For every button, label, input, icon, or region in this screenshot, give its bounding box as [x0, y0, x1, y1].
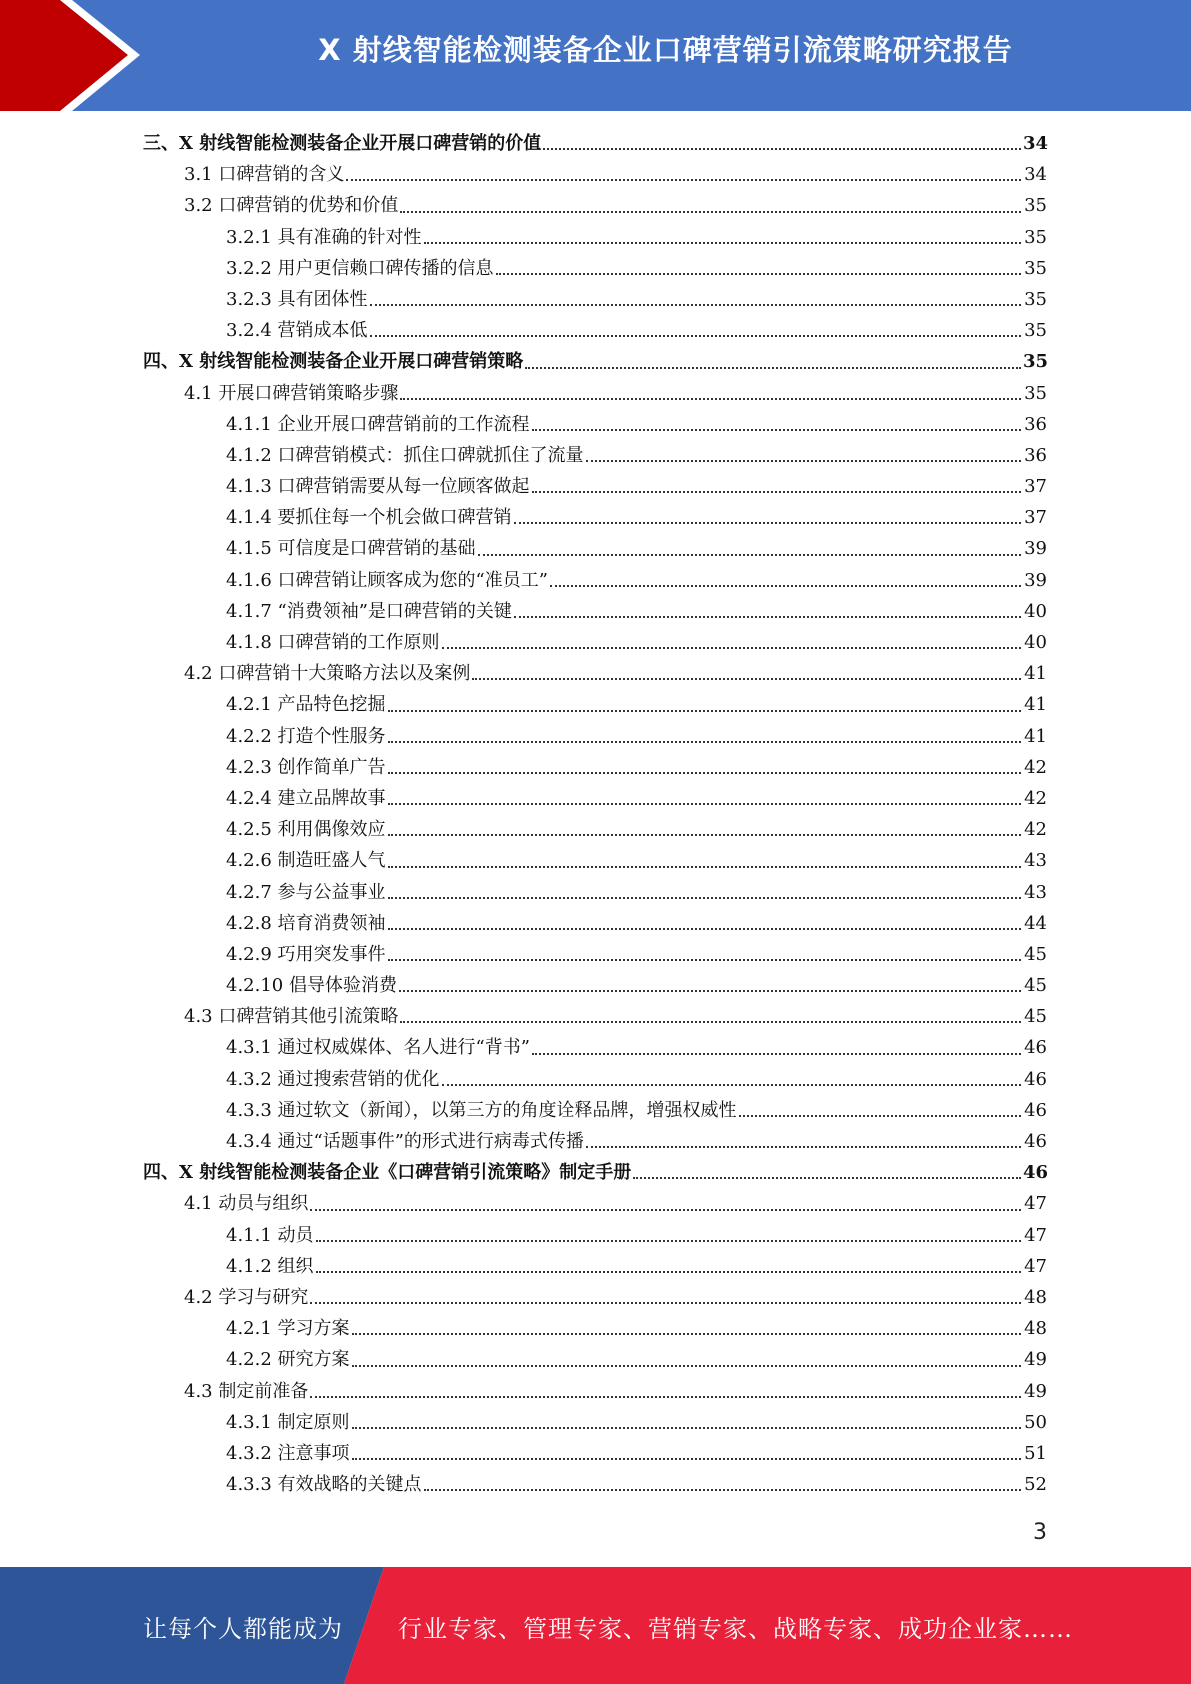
toc-entry-page: 47	[1024, 1224, 1047, 1246]
toc-entry-page: 36	[1024, 413, 1047, 435]
toc-entry-page: 46	[1024, 1037, 1047, 1059]
toc-entry-title: 四、X 射线智能检测装备企业《口碑营销引流策略》制定手册	[143, 1162, 632, 1184]
toc-dot-leader	[310, 1395, 1021, 1398]
toc-dot-leader	[543, 147, 1021, 150]
toc-entry-title: 4.3 制定前准备	[184, 1380, 309, 1402]
toc-entry-title: 3.2 口碑营销的优势和价值	[184, 195, 399, 217]
toc-entry-page: 42	[1024, 787, 1047, 809]
toc-entry[interactable]	[0, 471, 1191, 502]
toc-entry-page: 39	[1024, 538, 1047, 560]
toc-entry[interactable]	[0, 1032, 1191, 1063]
toc-entry[interactable]	[0, 627, 1191, 658]
toc-entry-title: 4.2.8 培育消费领袖	[226, 912, 386, 934]
toc-entry[interactable]	[0, 689, 1191, 720]
toc-entry[interactable]	[0, 565, 1191, 596]
toc-entry[interactable]	[0, 502, 1191, 533]
toc-dot-leader	[532, 428, 1021, 431]
toc-entry-page: 44	[1024, 912, 1047, 934]
toc-entry[interactable]	[0, 409, 1191, 440]
toc-entry[interactable]	[0, 1282, 1191, 1313]
toc-dot-leader	[388, 771, 1021, 774]
toc-dot-leader	[310, 1208, 1021, 1211]
toc-entry-page: 46	[1024, 1131, 1047, 1152]
toc-entry-page: 42	[1024, 819, 1047, 841]
toc-entry-title: 4.2.6 制造旺盛人气	[226, 850, 386, 872]
toc-entry[interactable]	[0, 814, 1191, 845]
toc-dot-leader	[352, 1426, 1021, 1429]
toc-entry[interactable]	[0, 1376, 1191, 1407]
toc-dot-leader	[352, 1457, 1021, 1460]
toc-entry[interactable]	[0, 752, 1191, 783]
toc-entry[interactable]	[0, 1251, 1191, 1282]
toc-entry-title: 4.3.3 有效战略的关键点	[226, 1474, 422, 1496]
toc-entry[interactable]	[0, 378, 1191, 409]
toc-entry-title: 4.2 口碑营销十大策略方法以及案例	[184, 663, 471, 685]
toc-dot-leader	[388, 833, 1021, 836]
toc-entry[interactable]	[0, 1095, 1191, 1126]
toc-dot-leader	[352, 1332, 1021, 1335]
toc-entry[interactable]	[0, 783, 1191, 814]
toc-entry-title: 4.2.7 参与公益事业	[226, 881, 386, 903]
toc-dot-leader	[400, 397, 1021, 400]
toc-entry[interactable]	[0, 845, 1191, 876]
toc-dot-leader	[442, 646, 1021, 649]
toc-entry[interactable]	[0, 908, 1191, 939]
toc-entry-title: 4.1.4 要抓住每一个机会做口碑营销	[226, 507, 512, 529]
toc-entry[interactable]	[0, 1001, 1191, 1032]
toc-entry[interactable]	[0, 315, 1191, 346]
toc-entry[interactable]	[0, 970, 1191, 1001]
toc-entry[interactable]	[0, 1438, 1191, 1469]
toc-entry-page: 48	[1024, 1318, 1047, 1340]
toc-entry-page: 43	[1024, 850, 1047, 872]
toc-entry-page: 51	[1024, 1442, 1047, 1464]
toc-entry-title: 4.3.1 制定原则	[226, 1411, 350, 1433]
toc-entry-page: 52	[1024, 1474, 1047, 1496]
toc-entry-page: 47	[1024, 1193, 1047, 1215]
toc-entry[interactable]	[0, 658, 1191, 689]
toc-entry[interactable]	[0, 159, 1191, 190]
toc-dot-leader	[388, 865, 1021, 868]
toc-dot-leader	[388, 740, 1021, 743]
toc-entry-page: 37	[1024, 476, 1047, 498]
toc-entry-page: 41	[1024, 694, 1047, 716]
toc-entry-page: 37	[1024, 507, 1047, 529]
toc-entry-title: 3.2.1 具有准确的针对性	[226, 226, 422, 248]
toc-dot-leader	[346, 178, 1021, 181]
toc-dot-leader	[388, 896, 1021, 899]
toc-dot-leader	[525, 366, 1021, 369]
toc-entry-title: 4.1.7 “消费领袖”是口碑营销的关键	[226, 600, 512, 622]
toc-entry-title: 四、X 射线智能检测装备企业开展口碑营销策略	[143, 351, 524, 373]
toc-entry[interactable]	[0, 596, 1191, 627]
toc-entry-title: 4.1 动员与组织	[184, 1193, 309, 1215]
toc-entry-title: 3.2.4 营销成本低	[226, 320, 368, 342]
toc-dot-leader	[316, 1270, 1021, 1273]
toc-entry[interactable]	[0, 533, 1191, 564]
toc-entry-title: 4.2.3 创作简单广告	[226, 756, 386, 778]
toc-entry-page: 40	[1024, 600, 1047, 622]
toc-dot-leader	[633, 1176, 1021, 1179]
toc-entry-page: 41	[1024, 663, 1047, 685]
toc-entry-title: 4.1.6 口碑营销让顾客成为您的“准员工”	[226, 569, 548, 591]
toc-entry-page: 36	[1024, 444, 1047, 466]
toc-entry-title: 4.1 开展口碑营销策略步骤	[184, 382, 399, 404]
toc-entry-title: 三、X 射线智能检测装备企业开展口碑营销的价值	[143, 133, 542, 154]
toc-entry-page: 35	[1024, 226, 1047, 248]
toc-entry[interactable]	[0, 253, 1191, 284]
toc-entry-title: 4.1.2 组织	[226, 1255, 314, 1277]
toc-entry[interactable]	[0, 721, 1191, 752]
toc-entry-page: 46	[1024, 1099, 1047, 1121]
toc-dot-leader	[442, 1083, 1021, 1086]
toc-entry[interactable]	[0, 1220, 1191, 1251]
toc-dot-leader	[472, 677, 1021, 680]
toc-entry-title: 4.1.1 动员	[226, 1224, 314, 1246]
toc-dot-leader	[586, 459, 1021, 462]
footer-slogan-left: 让每个人都能成为	[143, 1615, 343, 1643]
toc-entry[interactable]	[0, 1344, 1191, 1375]
toc-entry-page: 45	[1024, 943, 1047, 965]
toc-entry[interactable]	[0, 440, 1191, 471]
toc-dot-leader	[399, 989, 1021, 992]
toc-entry-title: 4.2.10 倡导体验消费	[226, 975, 397, 997]
toc-entry-page: 34	[1023, 133, 1049, 154]
toc-entry-title: 3.2.2 用户更信赖口碑传播的信息	[226, 257, 494, 279]
toc-entry-title: 4.1.5 可信度是口碑营销的基础	[226, 538, 476, 560]
footer-slogan-right: 行业专家、管理专家、营销专家、战略专家、成功企业家……	[398, 1615, 1073, 1643]
toc-entry-title: 4.1.2 口碑营销模式：抓住口碑就抓住了流量	[226, 444, 584, 466]
toc-entry[interactable]	[0, 1064, 1191, 1095]
toc-entry[interactable]	[0, 1157, 1191, 1188]
toc-entry-title: 4.2.2 研究方案	[226, 1349, 350, 1371]
toc-entry-title: 3.1 口碑营销的含义	[184, 164, 345, 186]
toc-entry-page: 47	[1024, 1255, 1047, 1277]
toc-entry-title: 4.3 口碑营销其他引流策略	[184, 1006, 399, 1028]
toc-entry-title: 4.1.1 企业开展口碑营销前的工作流程	[226, 413, 530, 435]
toc-entry-title: 4.3.4 通过“话题事件”的形式进行病毒式传播	[226, 1131, 584, 1152]
toc-entry-title: 4.3.1 通过权威媒体、名人进行“背书”	[226, 1037, 530, 1059]
toc-entry-page: 43	[1024, 881, 1047, 903]
toc-dot-leader	[370, 303, 1021, 306]
toc-dot-leader	[316, 1239, 1021, 1242]
toc-entry-title: 4.1.8 口碑营销的工作原则	[226, 632, 440, 653]
toc-entry-page: 35	[1024, 288, 1047, 310]
toc-entry[interactable]	[0, 1188, 1191, 1219]
toc-entry-title: 4.2.9 巧用突发事件	[226, 943, 386, 965]
toc-dot-leader	[532, 490, 1021, 493]
toc-dot-leader	[388, 958, 1021, 961]
toc-dot-leader	[388, 927, 1021, 930]
toc-entry-page: 49	[1024, 1380, 1047, 1402]
toc-entry-page: 46	[1023, 1162, 1049, 1184]
toc-entry-page: 35	[1024, 382, 1047, 404]
toc-dot-leader	[514, 615, 1021, 618]
toc-entry-page: 45	[1024, 975, 1047, 997]
toc-entry[interactable]	[0, 190, 1191, 221]
toc-dot-leader	[739, 1114, 1021, 1117]
toc-dot-leader	[310, 1301, 1021, 1304]
toc-entry-page: 35	[1024, 320, 1047, 342]
toc-entry-page: 42	[1024, 756, 1047, 778]
table-of-contents	[0, 128, 1191, 1500]
toc-entry-title: 4.3.2 注意事项	[226, 1442, 350, 1464]
toc-dot-leader	[388, 709, 1021, 712]
toc-entry[interactable]	[0, 128, 1191, 159]
toc-entry[interactable]	[0, 1126, 1191, 1157]
toc-entry-page: 48	[1024, 1286, 1047, 1308]
toc-dot-leader	[388, 802, 1021, 805]
toc-entry[interactable]	[0, 1407, 1191, 1438]
toc-entry-page: 35	[1024, 195, 1047, 217]
toc-entry-title: 4.2.4 建立品牌故事	[226, 787, 386, 809]
toc-entry[interactable]	[0, 1469, 1191, 1500]
toc-entry[interactable]	[0, 1313, 1191, 1344]
toc-dot-leader	[400, 210, 1021, 213]
toc-entry[interactable]	[0, 284, 1191, 315]
toc-entry-page: 45	[1024, 1006, 1047, 1028]
toc-entry[interactable]	[0, 222, 1191, 253]
header-title: X 射线智能检测装备企业口碑营销引流策略研究报告	[318, 33, 1013, 67]
toc-entry-page: 50	[1024, 1411, 1047, 1433]
page-number: 3	[1033, 1520, 1047, 1545]
toc-entry-title: 4.2.1 学习方案	[226, 1318, 350, 1340]
toc-dot-leader	[370, 334, 1021, 337]
toc-entry-title: 4.3.2 通过搜索营销的优化	[226, 1068, 440, 1090]
page-footer	[0, 1567, 1191, 1684]
toc-entry-title: 4.2.1 产品特色挖掘	[226, 694, 386, 716]
toc-entry-title: 4.2 学习与研究	[184, 1286, 309, 1308]
toc-entry[interactable]	[0, 877, 1191, 908]
toc-entry-page: 35	[1024, 257, 1047, 279]
header-arrow-decoration	[0, 0, 160, 111]
toc-entry-title: 4.2.2 打造个性服务	[226, 725, 386, 747]
toc-entry-page: 35	[1023, 351, 1049, 373]
toc-entry-page: 46	[1024, 1068, 1047, 1090]
toc-dot-leader	[550, 584, 1021, 587]
toc-dot-leader	[424, 241, 1021, 244]
toc-dot-leader	[424, 1488, 1021, 1491]
toc-entry[interactable]	[0, 939, 1191, 970]
toc-entry-page: 41	[1024, 725, 1047, 747]
toc-dot-leader	[532, 1052, 1021, 1055]
toc-entry[interactable]	[0, 346, 1191, 377]
page-header	[0, 0, 1191, 111]
toc-entry-page: 49	[1024, 1349, 1047, 1371]
toc-entry-page: 39	[1024, 569, 1047, 591]
toc-entry-page: 40	[1024, 632, 1047, 653]
toc-entry-title: 4.2.5 利用偶像效应	[226, 819, 386, 841]
toc-dot-leader	[352, 1364, 1021, 1367]
toc-entry-title: 4.1.3 口碑营销需要从每一位顾客做起	[226, 476, 530, 498]
toc-entry-page: 34	[1024, 164, 1047, 186]
toc-entry-title: 4.3.3 通过软文（新闻），以第三方的角度诠释品牌，增强权威性	[226, 1099, 737, 1121]
toc-dot-leader	[586, 1145, 1021, 1148]
toc-dot-leader	[496, 272, 1021, 275]
toc-entry-title: 3.2.3 具有团体性	[226, 288, 368, 310]
toc-dot-leader	[514, 521, 1021, 524]
toc-dot-leader	[478, 553, 1021, 556]
toc-dot-leader	[400, 1020, 1021, 1023]
